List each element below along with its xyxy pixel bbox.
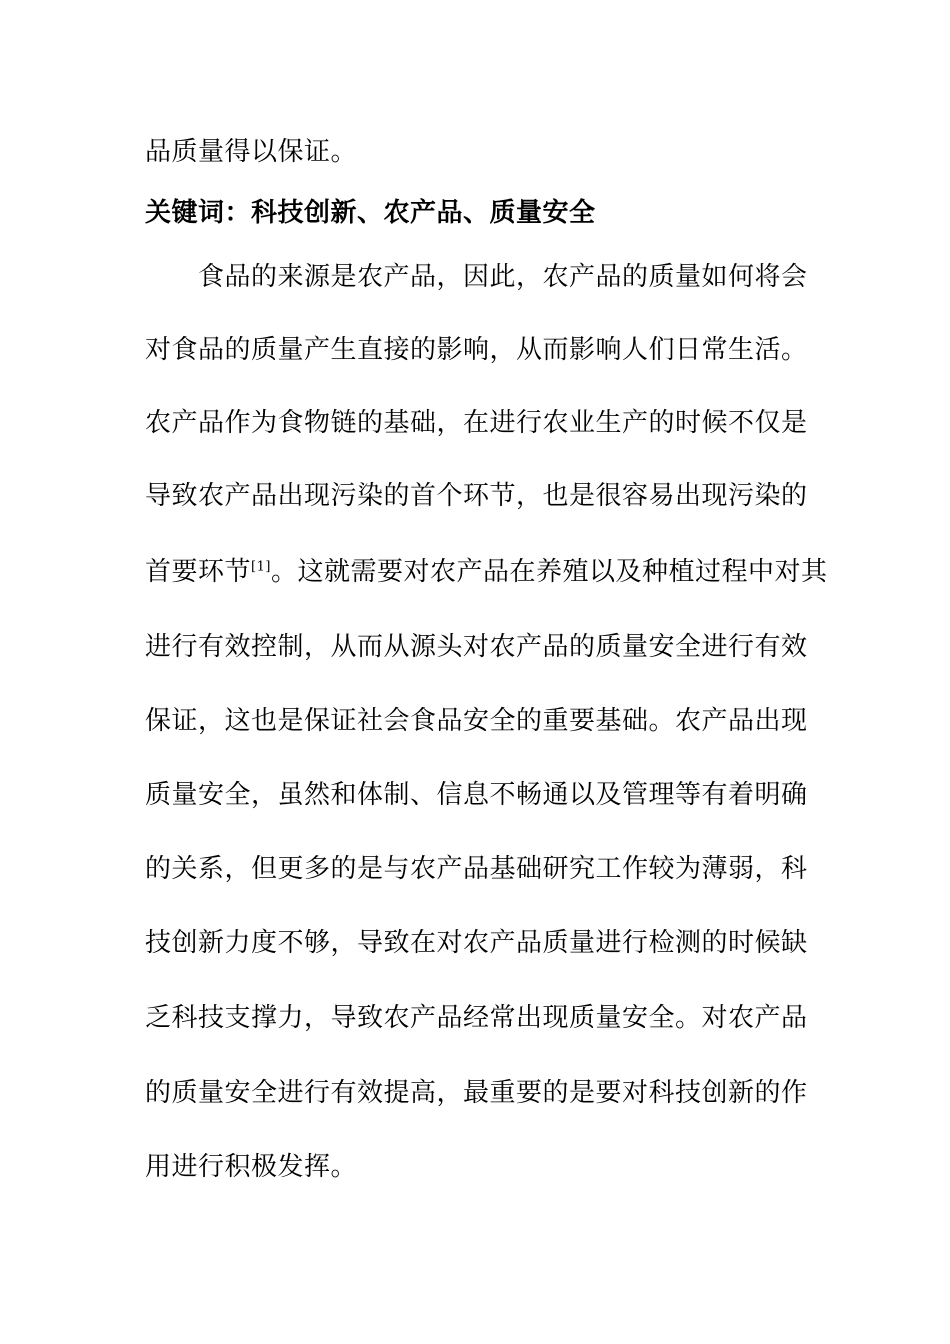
paragraph-line: 质量安全，虽然和体制、信息不畅通以及管理等有着明确 <box>145 780 808 810</box>
paragraph-line: 乏科技支撑力，导致农产品经常出现质量安全。对农产品 <box>145 1003 808 1033</box>
intro-tail-line: 品质量得以保证。 <box>145 137 358 167</box>
paragraph-line: 对食品的质量产生直接的影响，从而影响人们日常生活。 <box>145 335 808 365</box>
paragraph-line: 食品的来源是农产品，因此，农产品的质量如何将会 <box>145 262 808 292</box>
paragraph-line: 进行有效控制，从而从源头对农产品的质量安全进行有效 <box>145 632 808 662</box>
paragraph-line: 农产品作为食物链的基础，在进行农业生产的时候不仅是 <box>145 408 808 438</box>
paragraph-line: 的关系，但更多的是与农产品基础研究工作较为薄弱，科 <box>145 854 808 884</box>
citation-line <box>145 557 827 587</box>
paragraph-line: 的质量安全进行有效提高，最重要的是要对科技创新的作 <box>145 1078 808 1108</box>
paragraph-line: 导致农产品出现污染的首个环节，也是很容易出现污染的 <box>145 481 808 511</box>
citation-line-after: 。这就需要对农产品在养殖以及种植过程中对其 <box>270 557 828 587</box>
citation-line-before: 首要环节 <box>145 557 252 587</box>
keywords-line: 关键词：科技创新、农产品、质量安全 <box>145 198 596 228</box>
citation-marker: [1] <box>251 559 271 575</box>
paragraph-line: 技创新力度不够，导致在对农产品质量进行检测的时候缺 <box>145 928 808 958</box>
paragraph-line: 用进行积极发挥。 <box>145 1152 358 1182</box>
paragraph-line: 保证，这也是保证社会食品安全的重要基础。农产品出现 <box>145 706 808 736</box>
